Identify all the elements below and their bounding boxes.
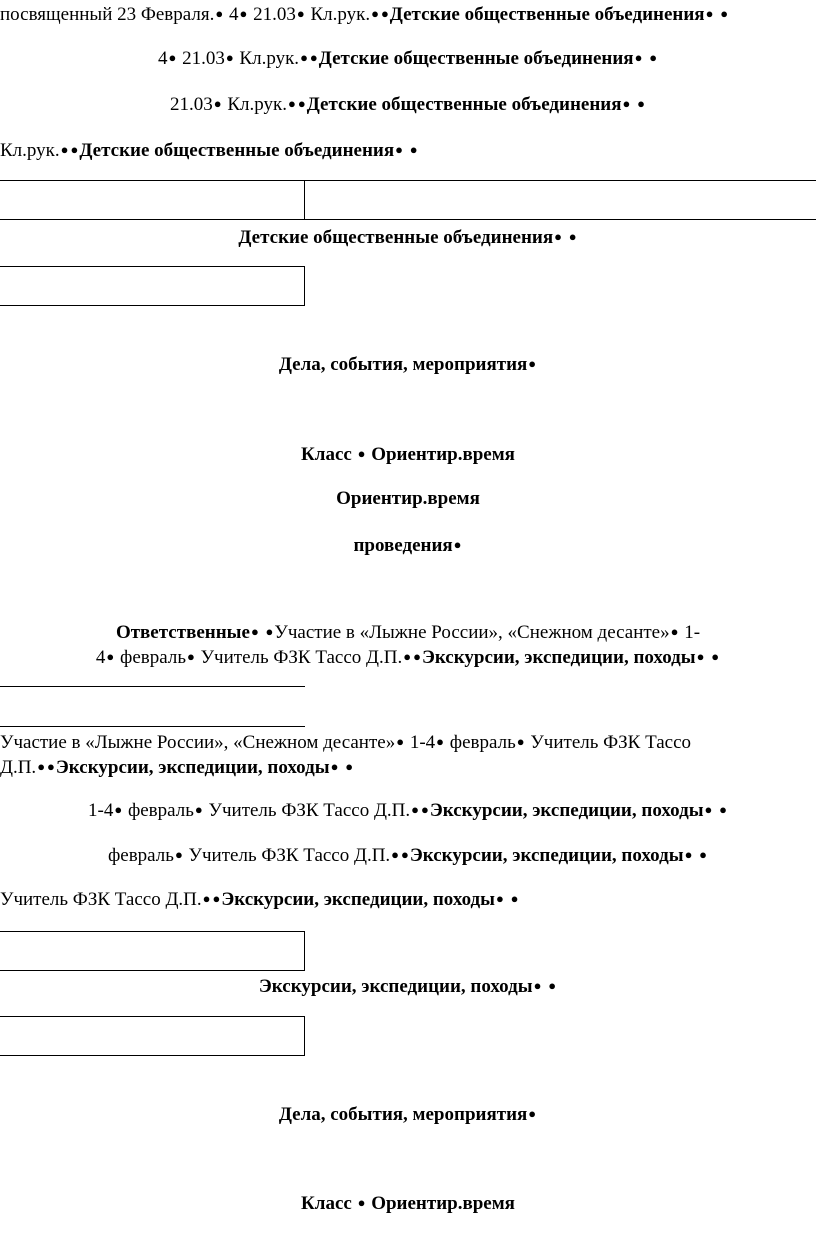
bullet-icon: ● bbox=[300, 50, 308, 65]
bullet-icon: ● bbox=[106, 649, 115, 664]
bullet-icon: ● bbox=[194, 802, 203, 817]
text-line-2 bbox=[0, 46, 816, 71]
text-line-6 bbox=[0, 352, 816, 377]
bullet-icon: ● bbox=[357, 446, 366, 461]
text-line-7 bbox=[0, 442, 816, 467]
text-line-3 bbox=[0, 92, 816, 117]
line-text: 21.03 bbox=[170, 94, 213, 115]
text-line-13 bbox=[0, 755, 354, 780]
bullet-icon: ● bbox=[649, 50, 658, 65]
bullet-icon: ● bbox=[684, 847, 693, 862]
bullet-icon: ● bbox=[704, 802, 713, 817]
bullet-icon: ● bbox=[719, 802, 727, 817]
bullet-icon: ● bbox=[496, 891, 504, 906]
table-cell-box bbox=[0, 266, 305, 306]
line-text-bold: Ориентир.время bbox=[366, 1193, 515, 1214]
bullet-icon: ● bbox=[554, 229, 563, 244]
line-text: Участие в «Лыжне России», «Снежном десанте» bbox=[274, 622, 670, 643]
bullet-icon: ● bbox=[357, 1195, 366, 1210]
bullet-icon: ● bbox=[411, 802, 419, 817]
line-text-bold: Дела, события, мероприятия bbox=[278, 354, 528, 375]
bullet-icon: ● bbox=[330, 759, 339, 774]
bullet-icon: ● bbox=[720, 6, 729, 21]
bullet-icon: ● bbox=[409, 142, 418, 157]
line-text-bold: Экскурсии, экспедиции, походы bbox=[258, 976, 533, 997]
table-cell-box bbox=[0, 931, 305, 971]
bullet-icon: ● bbox=[395, 142, 404, 157]
bullet-icon: ● bbox=[396, 734, 405, 749]
bullet-icon: ● bbox=[250, 624, 259, 639]
bullet-icon: ● bbox=[225, 50, 234, 65]
bullet-icon: ● bbox=[297, 96, 306, 111]
bullet-icon: ● bbox=[622, 96, 631, 111]
line-text: февраль bbox=[123, 800, 194, 821]
bullet-icon: ● bbox=[114, 802, 123, 817]
bullet-icon: ● bbox=[453, 537, 462, 552]
line-text-bold: Детские общественные объединения bbox=[306, 94, 622, 115]
line-text: Учитель ФЗК Тассо Д.П. bbox=[0, 889, 202, 910]
line-text: 4 bbox=[157, 48, 168, 69]
line-text-bold: Дела, события, мероприятия bbox=[278, 1104, 528, 1125]
bullet-icon: ● bbox=[637, 96, 645, 111]
line-text: Учитель ФЗК Тассо Д.П. bbox=[183, 845, 391, 866]
line-text: Участие в «Лыжне России», «Снежном десанте» bbox=[0, 732, 396, 753]
line-text-bold: Ориентир.время bbox=[366, 444, 515, 465]
bullet-icon: ● bbox=[533, 978, 542, 993]
line-text-bold: Экскурсии, экспедиции, походы bbox=[429, 800, 704, 821]
line-text: Учитель ФЗК Тассо bbox=[525, 732, 692, 753]
text-line-16 bbox=[0, 887, 519, 912]
bullet-icon: ● bbox=[528, 1106, 537, 1121]
bullet-icon: ● bbox=[634, 50, 643, 65]
text-line-17 bbox=[0, 974, 816, 999]
bullet-icon: ● bbox=[705, 6, 714, 21]
line-text: Учитель ФЗК Тассо Д.П. bbox=[203, 800, 411, 821]
bullet-icon: ● bbox=[288, 96, 296, 111]
line-text: Кл.рук. bbox=[234, 48, 300, 69]
line-text-bold: Экскурсии, экспедиции, походы bbox=[221, 889, 496, 910]
bullet-icon: ● bbox=[670, 624, 679, 639]
line-text-bold: Экскурсии, экспедиции, походы bbox=[421, 647, 696, 668]
bullet-icon: ● bbox=[213, 96, 222, 111]
line-text: посвященный 23 Февраля. bbox=[0, 4, 215, 25]
text-line-12 bbox=[0, 730, 691, 755]
bullet-icon: ● bbox=[401, 847, 409, 862]
text-line-10 bbox=[0, 620, 816, 645]
line-text: 21.03 bbox=[248, 4, 296, 25]
line-text-bold: Экскурсии, экспедиции, походы bbox=[409, 845, 684, 866]
bullet-icon: ● bbox=[510, 891, 519, 906]
table-divider bbox=[304, 180, 305, 219]
text-line-18 bbox=[0, 1102, 816, 1127]
line-text: февраль bbox=[107, 845, 174, 866]
line-text-bold: Детские общественные объединения bbox=[238, 227, 554, 248]
bullet-icon: ● bbox=[528, 356, 537, 371]
bullet-icon: ● bbox=[60, 142, 69, 157]
bullet-icon: ● bbox=[436, 734, 445, 749]
bullet-icon: ● bbox=[296, 6, 305, 21]
bullet-icon: ● bbox=[202, 891, 211, 906]
bullet-icon: ● bbox=[265, 624, 274, 639]
text-line-5 bbox=[0, 225, 816, 250]
table-rule bbox=[0, 180, 816, 181]
bullet-icon: ● bbox=[391, 847, 400, 862]
line-text-bold: Класс bbox=[301, 444, 357, 465]
table-rule bbox=[0, 219, 816, 220]
bullet-icon: ● bbox=[239, 6, 248, 21]
text-line-19 bbox=[0, 1191, 816, 1216]
bullet-icon: ● bbox=[403, 649, 412, 664]
line-text-bold: Детские общественные объединения bbox=[79, 140, 395, 161]
line-text: Кл.рук. bbox=[222, 94, 287, 115]
text-line-4 bbox=[0, 138, 419, 163]
line-text: Кл.рук. bbox=[0, 140, 60, 161]
line-text-bold: Класс bbox=[301, 1193, 357, 1214]
bullet-icon: ● bbox=[548, 978, 557, 993]
bullet-icon: ● bbox=[309, 50, 318, 65]
bullet-icon: ● bbox=[568, 229, 577, 244]
bullet-icon: ● bbox=[37, 759, 46, 774]
line-text-bold: Детские общественные объединения bbox=[389, 4, 705, 25]
bullet-icon: ● bbox=[345, 759, 354, 774]
bullet-icon: ● bbox=[371, 6, 379, 21]
line-text: Учитель ФЗК Тассо Д.П. bbox=[195, 647, 403, 668]
line-text: февраль bbox=[445, 732, 516, 753]
bullet-icon: ● bbox=[380, 6, 389, 21]
table-rule bbox=[0, 726, 305, 727]
line-text: 4 bbox=[224, 4, 239, 25]
bullet-icon: ● bbox=[711, 649, 720, 664]
bullet-icon: ● bbox=[212, 891, 221, 906]
line-text-bold: Экскурсии, экспедиции, походы bbox=[55, 757, 330, 778]
line-text-bold: Детские общественные объединения bbox=[318, 48, 634, 69]
bullet-icon: ● bbox=[516, 734, 525, 749]
table-rule bbox=[0, 686, 305, 687]
line-text-bold: Ответственные bbox=[115, 622, 250, 643]
text-line-11 bbox=[0, 645, 816, 670]
bullet-icon: ● bbox=[696, 649, 705, 664]
bullet-icon: ● bbox=[186, 649, 195, 664]
bullet-icon: ● bbox=[421, 802, 429, 817]
line-text-bold: Ориентир.время bbox=[336, 488, 480, 509]
text-line-9 bbox=[0, 533, 816, 558]
bullet-icon: ● bbox=[215, 6, 224, 21]
bullet-icon: ● bbox=[174, 847, 183, 862]
line-text: Д.П. bbox=[0, 757, 37, 778]
bullet-icon: ● bbox=[168, 50, 177, 65]
bullet-icon: ● bbox=[70, 142, 79, 157]
table-cell-box bbox=[0, 1016, 305, 1056]
line-text: 1-4 bbox=[405, 732, 436, 753]
line-text: Кл.рук. bbox=[305, 4, 371, 25]
bullet-icon: ● bbox=[413, 649, 421, 664]
line-text-bold: проведения bbox=[353, 535, 453, 556]
bullet-icon: ● bbox=[47, 759, 55, 774]
text-line-14 bbox=[0, 798, 816, 823]
text-line-8 bbox=[0, 487, 816, 511]
line-text: 1- bbox=[679, 622, 701, 643]
line-text: 21.03 bbox=[177, 48, 225, 69]
text-line-1 bbox=[0, 2, 729, 27]
bullet-icon: ● bbox=[699, 847, 708, 862]
line-text: 1-4 bbox=[88, 800, 114, 821]
text-line-15 bbox=[0, 843, 816, 868]
line-text: февраль bbox=[115, 647, 186, 668]
line-text: 4 bbox=[95, 647, 106, 668]
